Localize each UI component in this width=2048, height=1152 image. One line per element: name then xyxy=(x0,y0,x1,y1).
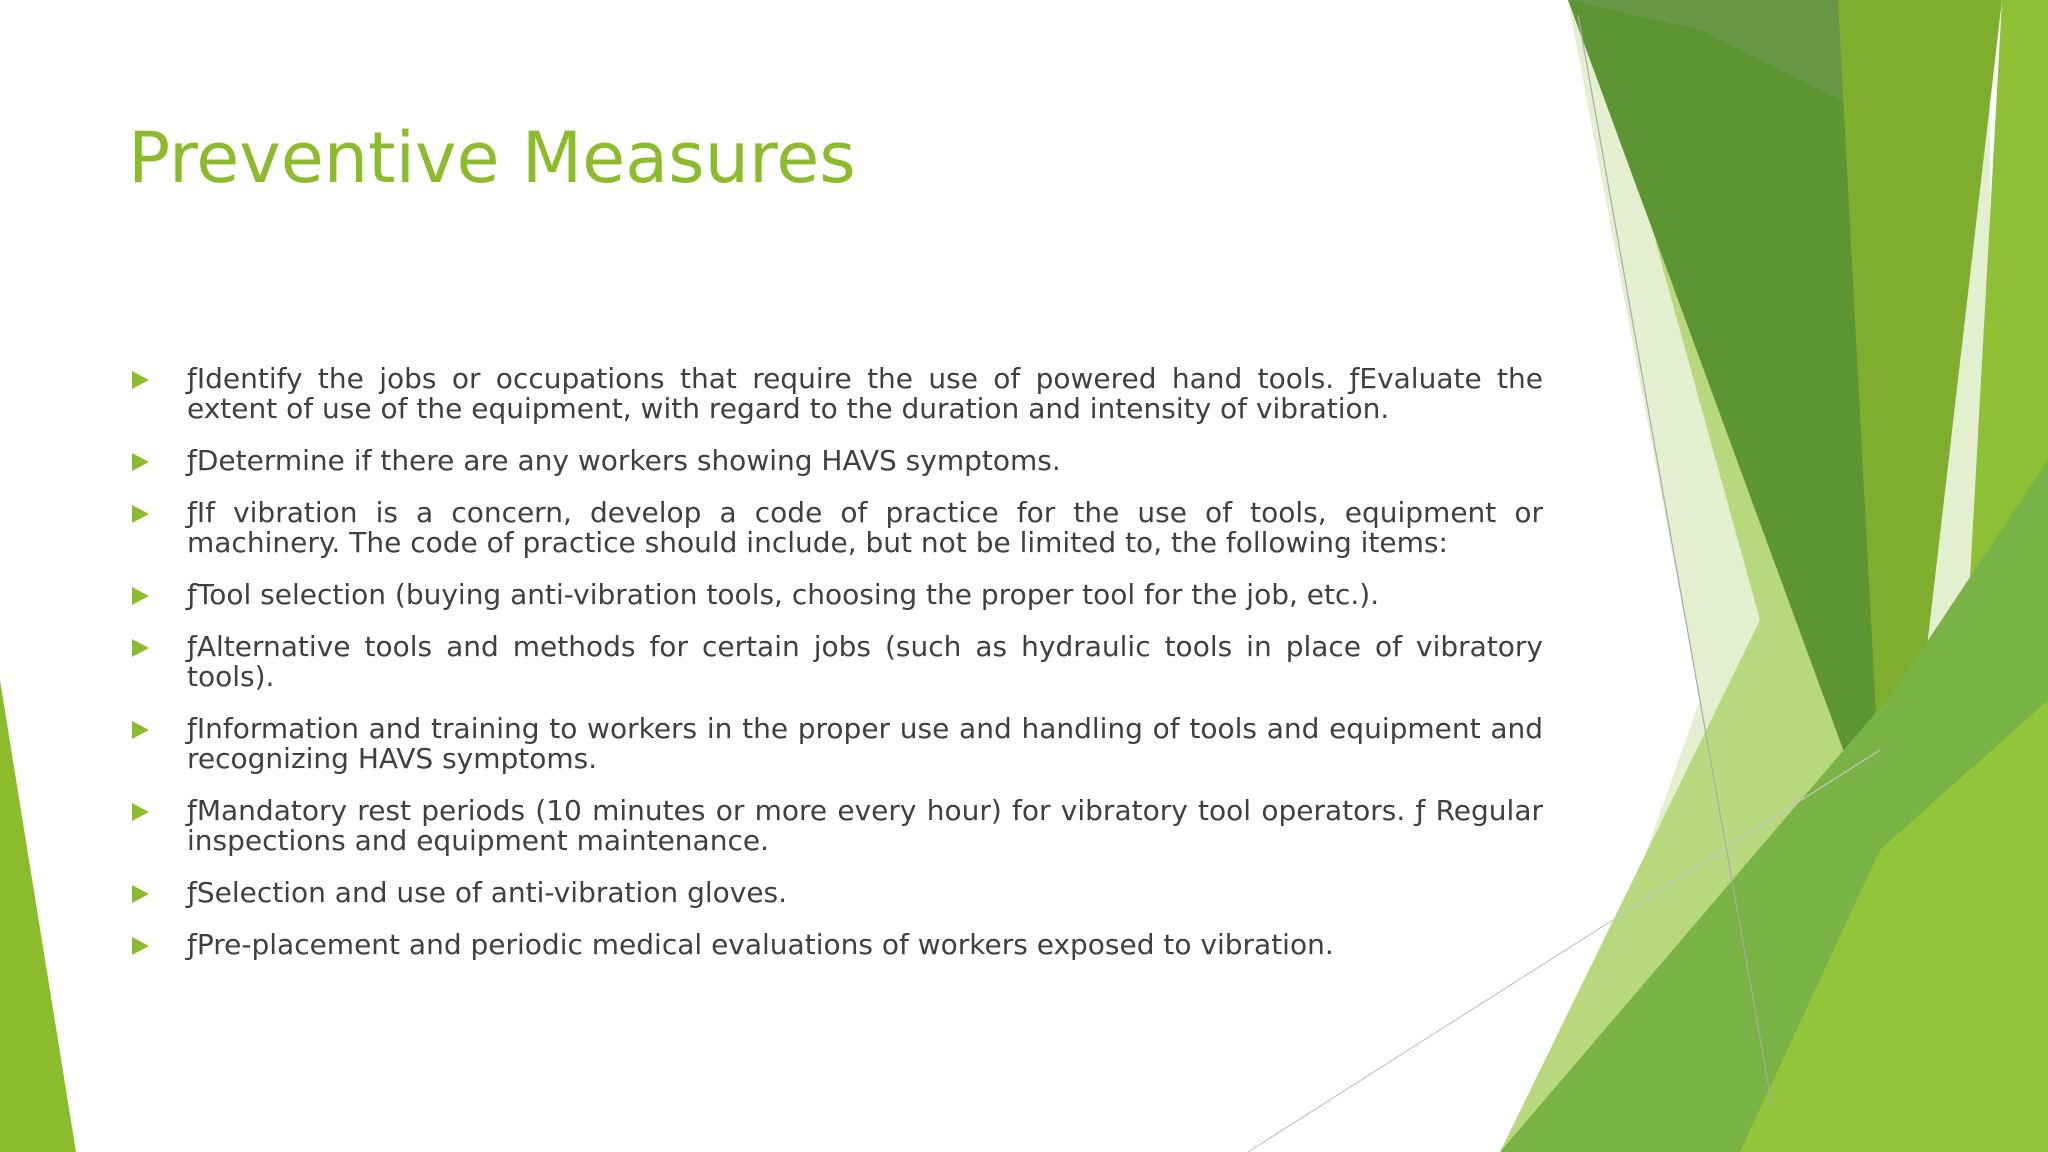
bullet-arrow-icon xyxy=(132,587,149,605)
bullet-item xyxy=(128,632,1543,692)
bullet-item xyxy=(128,364,1543,424)
bullet-arrow-icon xyxy=(132,937,149,955)
bullet-item xyxy=(128,446,1543,476)
bullet-arrow-icon xyxy=(132,803,149,821)
bullet-item xyxy=(128,796,1543,856)
bullet-arrow-icon xyxy=(132,639,149,657)
bullet-text: ƒDetermine if there are any workers showing HAVS symptoms. xyxy=(187,444,1061,477)
bullet-text: ƒTool selection (buying anti-vibration tools, choosing the proper tool for the job, etc.). xyxy=(187,578,1380,611)
bullet-arrow-icon xyxy=(132,371,149,389)
bullet-text: ƒMandatory rest periods (10 minutes or more every hour) for vibratory tool operators. ƒ Regular inspections and equipment maintenance. xyxy=(187,794,1543,857)
bullet-item xyxy=(128,930,1543,960)
bullet-list xyxy=(128,364,1543,982)
bullet-item xyxy=(128,714,1543,774)
bullet-item xyxy=(128,878,1543,908)
bullet-item xyxy=(128,498,1543,558)
bullet-arrow-icon xyxy=(132,453,149,471)
bullet-text: ƒIf vibration is a concern, develop a code of practice for the use of tools, equipment or machinery. The code of practice should include, but not be limited to, the following items: xyxy=(187,496,1543,559)
bullet-text: ƒIdentify the jobs or occupations that require the use of powered hand tools. ƒEvaluate the extent of use of the equipment, with regard to the duration and intensity of vibration. xyxy=(187,362,1543,425)
bullet-text: ƒPre-placement and periodic medical evaluations of workers exposed to vibration. xyxy=(187,928,1334,961)
bullet-arrow-icon xyxy=(132,885,149,903)
bullet-text: ƒInformation and training to workers in the proper use and handling of tools and equipment and recognizing HAVS symptoms. xyxy=(187,712,1543,775)
bullet-arrow-icon xyxy=(132,505,149,523)
bullet-item xyxy=(128,580,1543,610)
left-green-sliver xyxy=(0,680,76,1152)
slide-title: Preventive Measures xyxy=(128,117,856,199)
bullet-arrow-icon xyxy=(132,721,149,739)
bullet-text: ƒAlternative tools and methods for certain jobs (such as hydraulic tools in place of vibratory tools). xyxy=(187,630,1543,693)
bullet-text: ƒSelection and use of anti-vibration gloves. xyxy=(187,876,788,909)
